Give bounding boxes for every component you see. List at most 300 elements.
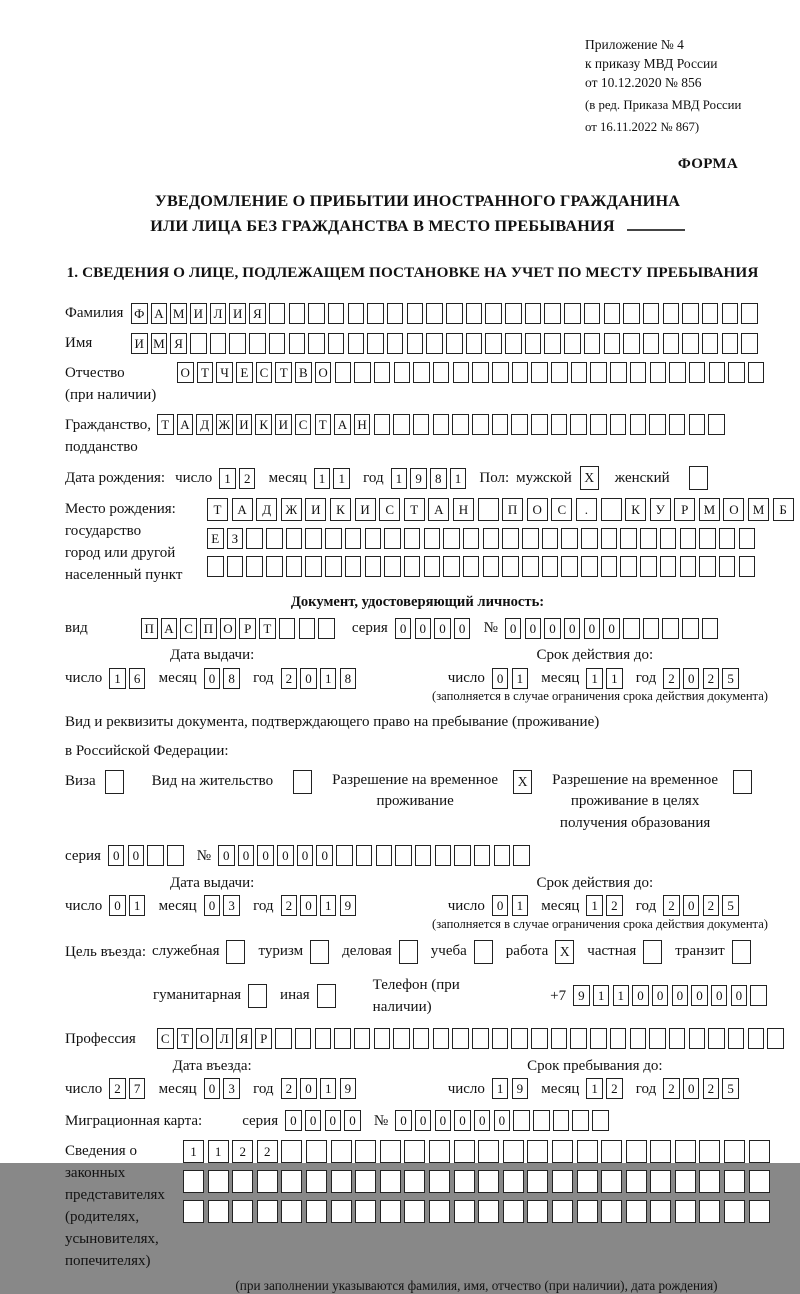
char-box[interactable] xyxy=(286,556,303,577)
char-box[interactable] xyxy=(167,845,184,866)
citizenship-input[interactable] xyxy=(157,414,728,435)
char-box[interactable]: 0 xyxy=(316,845,333,866)
char-box[interactable] xyxy=(719,556,736,577)
tourism-checkbox[interactable] xyxy=(310,940,329,964)
char-box[interactable] xyxy=(663,303,680,324)
char-box[interactable] xyxy=(542,528,559,549)
char-box[interactable] xyxy=(699,1170,720,1193)
char-box[interactable]: 0 xyxy=(454,618,471,639)
char-box[interactable]: 0 xyxy=(300,895,317,916)
char-box[interactable]: 0 xyxy=(474,1110,491,1131)
char-box[interactable]: 3 xyxy=(223,1078,240,1099)
char-box[interactable]: Т xyxy=(315,414,332,435)
char-box[interactable]: О xyxy=(527,498,548,521)
char-box[interactable]: 2 xyxy=(109,1078,126,1099)
char-box[interactable] xyxy=(527,1170,548,1193)
business-checkbox[interactable] xyxy=(399,940,418,964)
char-box[interactable] xyxy=(527,1200,548,1223)
char-box[interactable]: Б xyxy=(773,498,794,521)
char-box[interactable] xyxy=(503,1170,524,1193)
char-box[interactable] xyxy=(650,1200,671,1223)
char-box[interactable] xyxy=(380,1140,401,1163)
birth-place-row2-input[interactable] xyxy=(207,528,797,549)
char-box[interactable] xyxy=(393,414,410,435)
char-box[interactable] xyxy=(699,528,716,549)
char-box[interactable] xyxy=(305,528,322,549)
char-box[interactable]: С xyxy=(157,1028,174,1049)
char-box[interactable]: 2 xyxy=(239,468,256,489)
char-box[interactable] xyxy=(590,1028,607,1049)
char-box[interactable] xyxy=(424,528,441,549)
char-box[interactable]: Е xyxy=(207,528,224,549)
char-box[interactable] xyxy=(643,618,660,639)
char-box[interactable]: Ф xyxy=(131,303,148,324)
char-box[interactable]: 0 xyxy=(435,1110,452,1131)
char-box[interactable]: 1 xyxy=(320,668,337,689)
char-box[interactable] xyxy=(610,414,627,435)
char-box[interactable]: И xyxy=(275,414,292,435)
char-box[interactable]: С xyxy=(551,498,572,521)
char-box[interactable] xyxy=(709,362,726,383)
char-box[interactable]: А xyxy=(428,498,449,521)
char-box[interactable]: 0 xyxy=(415,618,432,639)
char-box[interactable] xyxy=(279,618,296,639)
char-box[interactable] xyxy=(502,556,519,577)
char-box[interactable] xyxy=(286,528,303,549)
char-box[interactable]: К xyxy=(330,498,351,521)
char-box[interactable]: 7 xyxy=(129,1078,146,1099)
char-box[interactable] xyxy=(376,845,393,866)
char-box[interactable]: 6 xyxy=(129,668,146,689)
char-box[interactable] xyxy=(266,556,283,577)
char-box[interactable] xyxy=(367,333,384,354)
char-box[interactable] xyxy=(682,618,699,639)
char-box[interactable] xyxy=(724,1170,745,1193)
char-box[interactable] xyxy=(660,556,677,577)
char-box[interactable] xyxy=(446,303,463,324)
char-box[interactable] xyxy=(466,333,483,354)
res-expiry-month-input[interactable] xyxy=(586,895,625,916)
char-box[interactable] xyxy=(429,1140,450,1163)
char-box[interactable]: 0 xyxy=(564,618,581,639)
char-box[interactable] xyxy=(643,333,660,354)
char-box[interactable]: Л xyxy=(210,303,227,324)
char-box[interactable]: А xyxy=(334,414,351,435)
surname-input[interactable] xyxy=(131,303,761,324)
char-box[interactable] xyxy=(571,362,588,383)
char-box[interactable]: О xyxy=(196,1028,213,1049)
char-box[interactable] xyxy=(325,528,342,549)
mc-number-input[interactable] xyxy=(395,1110,612,1131)
doc-issue-month-input[interactable] xyxy=(204,668,243,689)
char-box[interactable] xyxy=(512,362,529,383)
char-box[interactable] xyxy=(336,845,353,866)
char-box[interactable] xyxy=(577,1170,598,1193)
char-box[interactable] xyxy=(525,333,542,354)
private-checkbox[interactable] xyxy=(643,940,662,964)
char-box[interactable] xyxy=(365,528,382,549)
char-box[interactable] xyxy=(643,303,660,324)
char-box[interactable] xyxy=(308,303,325,324)
char-box[interactable] xyxy=(626,1170,647,1193)
char-box[interactable] xyxy=(739,556,756,577)
char-box[interactable] xyxy=(356,845,373,866)
representatives-row3-input[interactable] xyxy=(183,1200,773,1223)
res-expiry-year-input[interactable] xyxy=(663,895,742,916)
char-box[interactable] xyxy=(374,414,391,435)
char-box[interactable] xyxy=(207,556,224,577)
char-box[interactable]: С xyxy=(379,498,400,521)
char-box[interactable]: К xyxy=(255,414,272,435)
char-box[interactable]: А xyxy=(151,303,168,324)
char-box[interactable] xyxy=(404,528,421,549)
doc-issue-day-input[interactable] xyxy=(109,668,148,689)
char-box[interactable] xyxy=(289,303,306,324)
char-box[interactable]: 1 xyxy=(109,668,126,689)
char-box[interactable] xyxy=(590,362,607,383)
char-box[interactable] xyxy=(623,303,640,324)
char-box[interactable] xyxy=(728,1028,745,1049)
char-box[interactable]: М xyxy=(748,498,769,521)
char-box[interactable] xyxy=(305,556,322,577)
other-checkbox[interactable] xyxy=(317,984,336,1008)
char-box[interactable] xyxy=(331,1170,352,1193)
char-box[interactable] xyxy=(531,362,548,383)
char-box[interactable]: 1 xyxy=(606,668,623,689)
char-box[interactable]: Ж xyxy=(216,414,233,435)
char-box[interactable] xyxy=(669,414,686,435)
char-box[interactable] xyxy=(610,362,627,383)
doc-expiry-year-input[interactable] xyxy=(663,668,742,689)
char-box[interactable] xyxy=(354,1028,371,1049)
char-box[interactable]: О xyxy=(177,362,194,383)
entry-month-input[interactable] xyxy=(204,1078,243,1099)
char-box[interactable] xyxy=(443,556,460,577)
char-box[interactable] xyxy=(446,333,463,354)
char-box[interactable] xyxy=(306,1140,327,1163)
char-box[interactable] xyxy=(722,303,739,324)
char-box[interactable] xyxy=(561,556,578,577)
char-box[interactable]: М xyxy=(170,303,187,324)
char-box[interactable] xyxy=(551,362,568,383)
char-box[interactable] xyxy=(494,845,511,866)
char-box[interactable]: 0 xyxy=(300,1078,317,1099)
char-box[interactable]: И xyxy=(190,303,207,324)
char-box[interactable] xyxy=(348,303,365,324)
char-box[interactable] xyxy=(395,845,412,866)
char-box[interactable] xyxy=(208,1170,229,1193)
char-box[interactable] xyxy=(564,303,581,324)
char-box[interactable] xyxy=(257,1170,278,1193)
char-box[interactable]: 0 xyxy=(525,618,542,639)
char-box[interactable] xyxy=(564,333,581,354)
char-box[interactable] xyxy=(601,556,618,577)
char-box[interactable] xyxy=(435,845,452,866)
char-box[interactable] xyxy=(640,528,657,549)
char-box[interactable]: П xyxy=(502,498,523,521)
patronymic-input[interactable] xyxy=(177,362,768,383)
char-box[interactable] xyxy=(384,528,401,549)
char-box[interactable] xyxy=(345,556,362,577)
char-box[interactable]: И xyxy=(305,498,326,521)
char-box[interactable]: 0 xyxy=(108,845,125,866)
char-box[interactable] xyxy=(328,303,345,324)
res-series-input[interactable] xyxy=(108,845,187,866)
char-box[interactable] xyxy=(610,1028,627,1049)
char-box[interactable]: 1 xyxy=(183,1140,204,1163)
char-box[interactable] xyxy=(592,1110,609,1131)
char-box[interactable] xyxy=(404,556,421,577)
char-box[interactable]: 5 xyxy=(722,895,739,916)
char-box[interactable]: . xyxy=(576,498,597,521)
char-box[interactable] xyxy=(680,528,697,549)
char-box[interactable] xyxy=(749,1170,770,1193)
char-box[interactable] xyxy=(281,1200,302,1223)
char-box[interactable] xyxy=(404,1170,425,1193)
char-box[interactable] xyxy=(570,1028,587,1049)
res-number-input[interactable] xyxy=(218,845,533,866)
char-box[interactable]: 0 xyxy=(344,1110,361,1131)
char-box[interactable] xyxy=(623,333,640,354)
char-box[interactable]: Н xyxy=(354,414,371,435)
char-box[interactable]: 0 xyxy=(395,618,412,639)
male-checkbox[interactable]: X xyxy=(580,466,599,490)
char-box[interactable] xyxy=(675,1200,696,1223)
char-box[interactable] xyxy=(702,618,719,639)
char-box[interactable] xyxy=(472,414,489,435)
char-box[interactable] xyxy=(299,618,316,639)
char-box[interactable] xyxy=(413,1028,430,1049)
char-box[interactable]: 1 xyxy=(208,1140,229,1163)
char-box[interactable]: Р xyxy=(255,1028,272,1049)
char-box[interactable]: 0 xyxy=(454,1110,471,1131)
char-box[interactable]: 2 xyxy=(281,895,298,916)
char-box[interactable]: 1 xyxy=(391,468,408,489)
char-box[interactable] xyxy=(485,333,502,354)
char-box[interactable] xyxy=(331,1200,352,1223)
char-box[interactable] xyxy=(689,414,706,435)
char-box[interactable] xyxy=(413,362,430,383)
char-box[interactable]: К xyxy=(625,498,646,521)
char-box[interactable] xyxy=(374,1028,391,1049)
residence-permit-checkbox[interactable] xyxy=(293,770,312,794)
char-box[interactable] xyxy=(604,333,621,354)
char-box[interactable] xyxy=(478,498,499,521)
char-box[interactable] xyxy=(466,303,483,324)
char-box[interactable] xyxy=(581,528,598,549)
char-box[interactable] xyxy=(331,1140,352,1163)
char-box[interactable] xyxy=(308,333,325,354)
char-box[interactable] xyxy=(682,333,699,354)
char-box[interactable] xyxy=(269,333,286,354)
char-box[interactable] xyxy=(680,556,697,577)
doc-kind-input[interactable] xyxy=(141,618,338,639)
char-box[interactable] xyxy=(463,528,480,549)
char-box[interactable]: 2 xyxy=(663,1078,680,1099)
char-box[interactable] xyxy=(724,1140,745,1163)
char-box[interactable] xyxy=(387,333,404,354)
char-box[interactable] xyxy=(249,333,266,354)
char-box[interactable]: 0 xyxy=(544,618,561,639)
char-box[interactable]: С xyxy=(295,414,312,435)
char-box[interactable] xyxy=(355,1170,376,1193)
char-box[interactable] xyxy=(513,1110,530,1131)
char-box[interactable] xyxy=(626,1200,647,1223)
char-box[interactable]: С xyxy=(256,362,273,383)
char-box[interactable] xyxy=(544,333,561,354)
char-box[interactable] xyxy=(577,1200,598,1223)
visa-checkbox[interactable] xyxy=(105,770,124,794)
char-box[interactable] xyxy=(452,414,469,435)
res-issue-month-input[interactable] xyxy=(204,895,243,916)
char-box[interactable] xyxy=(208,1200,229,1223)
char-box[interactable] xyxy=(699,1140,720,1163)
char-box[interactable]: 1 xyxy=(512,668,529,689)
char-box[interactable] xyxy=(660,528,677,549)
char-box[interactable] xyxy=(522,556,539,577)
char-box[interactable] xyxy=(708,414,725,435)
char-box[interactable]: 1 xyxy=(586,895,603,916)
char-box[interactable] xyxy=(492,362,509,383)
char-box[interactable]: 0 xyxy=(277,845,294,866)
char-box[interactable]: Н xyxy=(453,498,474,521)
char-box[interactable]: 9 xyxy=(512,1078,529,1099)
char-box[interactable] xyxy=(522,528,539,549)
char-box[interactable]: 2 xyxy=(703,1078,720,1099)
char-box[interactable] xyxy=(503,1200,524,1223)
doc-number-input[interactable] xyxy=(505,618,722,639)
char-box[interactable] xyxy=(325,556,342,577)
char-box[interactable]: 0 xyxy=(218,845,235,866)
char-box[interactable] xyxy=(630,1028,647,1049)
char-box[interactable] xyxy=(246,556,263,577)
char-box[interactable] xyxy=(584,303,601,324)
char-box[interactable] xyxy=(281,1140,302,1163)
char-box[interactable] xyxy=(210,333,227,354)
char-box[interactable] xyxy=(306,1170,327,1193)
char-box[interactable] xyxy=(232,1200,253,1223)
char-box[interactable] xyxy=(511,414,528,435)
char-box[interactable] xyxy=(577,1140,598,1163)
profession-input[interactable] xyxy=(157,1028,787,1049)
char-box[interactable]: 1 xyxy=(512,895,529,916)
char-box[interactable] xyxy=(601,528,618,549)
char-box[interactable] xyxy=(229,333,246,354)
char-box[interactable] xyxy=(675,1170,696,1193)
char-box[interactable] xyxy=(335,362,352,383)
char-box[interactable] xyxy=(601,1170,622,1193)
char-box[interactable]: 0 xyxy=(683,668,700,689)
char-box[interactable]: 1 xyxy=(586,668,603,689)
char-box[interactable]: А xyxy=(232,498,253,521)
char-box[interactable] xyxy=(147,845,164,866)
char-box[interactable] xyxy=(527,1140,548,1163)
char-box[interactable] xyxy=(662,618,679,639)
representatives-row1-input[interactable] xyxy=(183,1140,773,1163)
official-checkbox[interactable] xyxy=(226,940,245,964)
char-box[interactable] xyxy=(741,303,758,324)
res-issue-day-input[interactable] xyxy=(109,895,148,916)
char-box[interactable] xyxy=(289,333,306,354)
char-box[interactable] xyxy=(533,1110,550,1131)
char-box[interactable] xyxy=(544,303,561,324)
char-box[interactable] xyxy=(429,1170,450,1193)
char-box[interactable] xyxy=(183,1200,204,1223)
char-box[interactable]: 0 xyxy=(492,668,509,689)
char-box[interactable]: М xyxy=(699,498,720,521)
char-box[interactable] xyxy=(561,528,578,549)
char-box[interactable] xyxy=(702,303,719,324)
char-box[interactable]: Я xyxy=(170,333,187,354)
char-box[interactable] xyxy=(454,1200,475,1223)
humanitarian-checkbox[interactable] xyxy=(248,984,267,1008)
char-box[interactable]: Р xyxy=(674,498,695,521)
mc-series-input[interactable] xyxy=(285,1110,364,1131)
char-box[interactable]: Д xyxy=(196,414,213,435)
char-box[interactable] xyxy=(269,303,286,324)
char-box[interactable]: 0 xyxy=(683,895,700,916)
char-box[interactable] xyxy=(328,333,345,354)
char-box[interactable]: 2 xyxy=(281,668,298,689)
char-box[interactable] xyxy=(601,1140,622,1163)
char-box[interactable] xyxy=(367,303,384,324)
char-box[interactable] xyxy=(503,1140,524,1163)
char-box[interactable] xyxy=(183,1170,204,1193)
char-box[interactable] xyxy=(620,556,637,577)
char-box[interactable] xyxy=(454,845,471,866)
char-box[interactable]: 0 xyxy=(204,895,221,916)
char-box[interactable]: Ж xyxy=(281,498,302,521)
char-box[interactable] xyxy=(649,1028,666,1049)
char-box[interactable]: 3 xyxy=(223,895,240,916)
char-box[interactable]: У xyxy=(650,498,671,521)
doc-expiry-day-input[interactable] xyxy=(492,668,531,689)
char-box[interactable]: И xyxy=(131,333,148,354)
char-box[interactable] xyxy=(542,556,559,577)
temp-residence-education-checkbox[interactable] xyxy=(733,770,752,794)
char-box[interactable]: Л xyxy=(216,1028,233,1049)
char-box[interactable] xyxy=(767,1028,784,1049)
char-box[interactable]: В xyxy=(295,362,312,383)
char-box[interactable]: 0 xyxy=(683,1078,700,1099)
char-box[interactable] xyxy=(604,303,621,324)
char-box[interactable] xyxy=(257,1200,278,1223)
char-box[interactable] xyxy=(505,303,522,324)
char-box[interactable] xyxy=(443,528,460,549)
phone-input[interactable] xyxy=(573,985,770,1006)
char-box[interactable] xyxy=(433,362,450,383)
char-box[interactable]: О xyxy=(723,498,744,521)
char-box[interactable] xyxy=(623,618,640,639)
char-box[interactable] xyxy=(266,528,283,549)
char-box[interactable] xyxy=(699,1200,720,1223)
char-box[interactable] xyxy=(404,1200,425,1223)
char-box[interactable] xyxy=(525,303,542,324)
char-box[interactable] xyxy=(433,1028,450,1049)
entry-day-input[interactable] xyxy=(109,1078,148,1099)
transit-checkbox[interactable] xyxy=(732,940,751,964)
res-expiry-day-input[interactable] xyxy=(492,895,531,916)
char-box[interactable] xyxy=(650,362,667,383)
char-box[interactable] xyxy=(424,556,441,577)
char-box[interactable] xyxy=(551,414,568,435)
char-box[interactable] xyxy=(492,1028,509,1049)
char-box[interactable] xyxy=(452,1028,469,1049)
char-box[interactable] xyxy=(429,1200,450,1223)
char-box[interactable] xyxy=(581,556,598,577)
char-box[interactable]: 0 xyxy=(415,1110,432,1131)
char-box[interactable]: 1 xyxy=(129,895,146,916)
